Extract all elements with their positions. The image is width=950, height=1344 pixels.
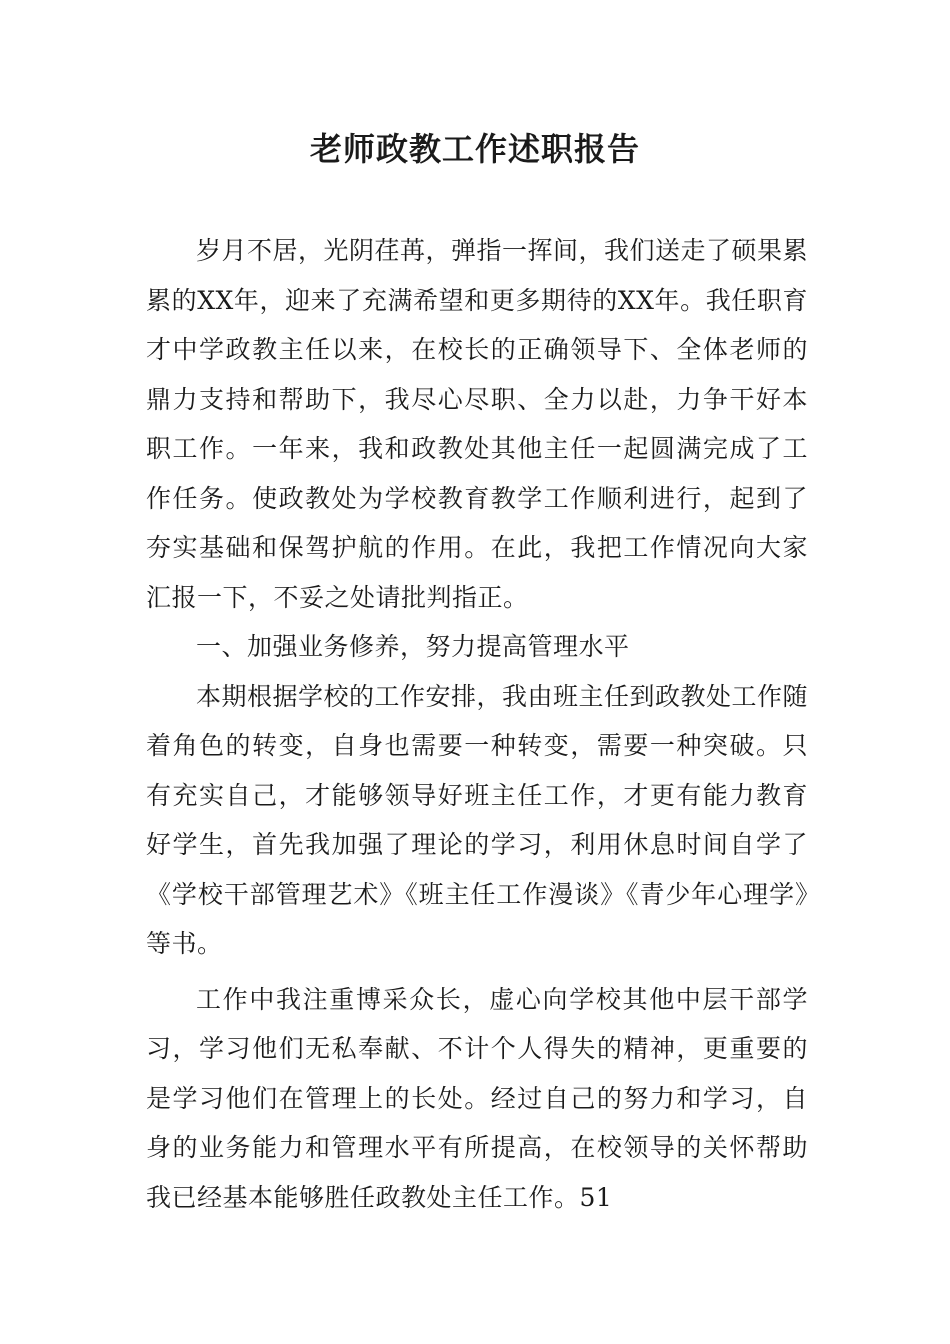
paragraph-learning: 工作中我注重博采众长，虚心向学校其他中层干部学习，学习他们无私奉献、不计个人得失的精神，更重要的是学习他们在管理上的长处。经过自己的努力和学习，自身的业务能力和管理水平有所提高，在校领导的关怀帮助我已经基本能够胜任政教处主任工作。51 [146, 984, 808, 1212]
document-body [146, 226, 808, 1222]
document-title: 老师政教工作述职报告 [309, 130, 640, 168]
paragraph-study: 本期根据学校的工作安排，我由班主任到政教处工作随着角色的转变，自身也需要一种转变，需要一种突破。只有充实自己，才能够领导好班主任工作，才更有能力教育好学生，首先我加强了理论的学习，利用休息时间自学了《学校干部管理艺术》《班主任工作漫谈》《青少年心理学》等书。 [146, 681, 809, 958]
paragraph-intro: 岁月不居，光阴荏苒，弹指一挥间，我们送走了硕果累累的XX年，迎来了充满希望和更多期待的XX年。我任职育才中学政教主任以来，在校长的正确领导下、全体老师的鼎力支持和帮助下，我尽心尽职、全力以赴，力争干好本职工作。一年来，我和政教处其他主任一起圆满完成了工作任务。使政教处为学校教育教学工作顺利进行，起到了夯实基础和保驾护航的作用。在此，我把工作情况向大家汇报一下，不妥之处请批判指正。 [146, 236, 809, 612]
section-heading-1: 一、加强业务修养，努力提高管理水平 [196, 632, 630, 661]
